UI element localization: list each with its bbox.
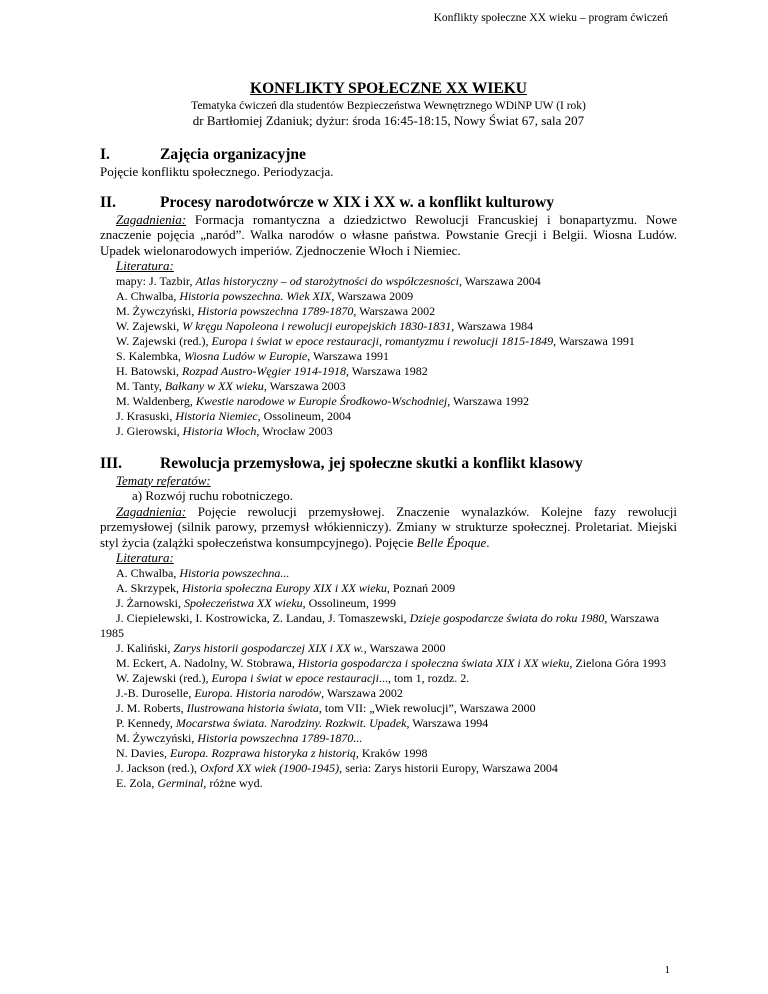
document-title: KONFLIKTY SPOŁECZNE XX WIEKU — [250, 80, 527, 97]
topic-item: a) Rozwój ruchu robotniczego. — [132, 488, 294, 503]
literature-item — [100, 746, 677, 761]
literature-author: J. Gierowski, — [116, 423, 183, 438]
literature-author: N. Davies, — [116, 745, 170, 760]
literature-publication: , Wrocław 2003 — [256, 423, 333, 438]
literature-item — [100, 566, 677, 581]
literature-label: Literatura: — [116, 258, 174, 273]
literature-work-title: W kręgu Napoleona i rewolucji europejskich 1830-1831 — [182, 318, 452, 333]
literature-publication: , Warszawa 1991 — [307, 348, 390, 363]
issues-paragraph — [100, 212, 677, 259]
literature-work-title: Zarys historii gospodarczej XIX i XX w. — [173, 640, 364, 655]
literature-publication: , Warszawa 1985 — [100, 610, 660, 640]
literature-publication: seria: Zarys historii Europy, Warszawa 2004 — [342, 760, 558, 775]
literature-item — [100, 304, 677, 319]
literature-author: W. Zajewski (red.), — [116, 670, 212, 685]
literature-item — [100, 409, 677, 424]
section-title: Procesy narodotwórcze w XIX i XX w. a konflikt kulturowy — [160, 193, 555, 211]
literature-author: J. Jackson (red.), — [116, 760, 200, 775]
literature-publication: , Warszawa 2002 — [321, 685, 403, 700]
literature-publication: , Ossolineum, 1999 — [302, 595, 396, 610]
issues-end: . — [486, 534, 490, 550]
literature-work-title: Europa. Historia narodów — [194, 685, 322, 700]
literature-item — [100, 776, 677, 791]
literature-author: H. Batowski, — [116, 363, 182, 378]
literature-author: J. Kaliński, — [116, 640, 174, 655]
issues-text: Pojęcie rewolucji przemysłowej. Znaczenie wynalazków. Kolejne fazy rewolucji przemysłowej (silnik parowy, przemysł włókienniczy). Zmiany w strukturze społecznej. Proletariat. Miejski styl życia (zalążki społeczeństwa konsumpcyjnego). Pojęcie — [100, 503, 677, 550]
literature-publication: , różne wyd. — [203, 775, 263, 790]
instructor-info: dr Bartłomiej Zdaniuk; dyżur: środa 16:45-18:15, Nowy Świat 67, sala 207 — [192, 113, 585, 128]
literature-author: M. Eckert, A. Nadolny, W. Stobrawa, — [116, 655, 298, 670]
issues-italic-term: Belle Époque — [416, 534, 487, 550]
literature-publication: , Warszawa 1992 — [447, 393, 530, 408]
literature-work-title: Historia powszechna 1789-1870 — [197, 303, 354, 318]
literature-publication: , Warszawa 2009 — [331, 288, 414, 303]
literature-work-title: Germinal — [157, 775, 204, 790]
literature-work-title: Społeczeństwa XX wieku — [184, 595, 303, 610]
issues-text: Formacja romantyczna a dziedzictwo Rewolucji Francuskiej i bonapartyzmu. Nowe znaczenie pojęcia „naród”. Walka narodów o własne państwa. Powstanie Grecji i Belgii. Wiosna Ludów. Upadek wielonarodowych imperiów. Zjednoczenie Włoch i Niemiec. — [100, 211, 677, 258]
literature-item — [100, 656, 677, 671]
literature-publication: , Warszawa 2002 — [353, 303, 436, 318]
literature-author: S. Kalembka, — [116, 348, 184, 363]
literature-author: M. Tanty, — [116, 378, 165, 393]
literature-work-title: Bałkany w XX wieku — [164, 378, 264, 393]
section-3 — [100, 455, 677, 791]
literature-work-title: Historia powszechna. Wiek XIX — [179, 288, 332, 303]
literature-publication: , Kraków 1998 — [355, 745, 428, 760]
literature-work-title: Oxford XX wiek (1900-1945), — [199, 760, 343, 775]
literature-work-title: Historia społeczna Europy XIX i XX wieku — [182, 580, 387, 595]
section-number: III. — [100, 454, 122, 472]
literature-item — [100, 334, 677, 349]
literature-work-title: Europa. Rozprawa historyka z historią — [170, 745, 356, 760]
literature-publication: , Warszawa 1991 — [553, 333, 635, 348]
section-2 — [100, 194, 677, 439]
literature-list — [100, 566, 677, 791]
literature-item — [100, 349, 677, 364]
section-title: Zajęcia organizacyjne — [160, 146, 306, 163]
literature-publication: , Warszawa 2004 — [459, 273, 541, 288]
running-header: Konflikty społeczne XX wieku – program ćwiczeń — [433, 12, 668, 24]
literature-author: J.-B. Duroselle, — [116, 685, 195, 700]
section-number: II. — [100, 193, 116, 211]
literature-item — [100, 319, 677, 334]
literature-author: A. Chwalba, — [116, 288, 180, 303]
literature-publication: , Warszawa 1994 — [406, 715, 489, 730]
section-heading — [100, 146, 677, 164]
literature-publication: , Warszawa 2000 — [363, 640, 446, 655]
document-subtitle: Tematyka ćwiczeń dla studentów Bezpieczeństwa Wewnętrznego WDiNP UW (I rok) — [191, 100, 586, 112]
literature-work-title: Europa i świat w epoce restauracji — [211, 670, 379, 685]
literature-author: A. Skrzypek, — [116, 580, 182, 595]
literature-item — [100, 274, 677, 289]
literature-publication: , Poznań 2009 — [386, 580, 456, 595]
literature-work-title: Dzieje gospodarcze świata do roku 1980 — [409, 610, 605, 625]
literature-item — [100, 701, 677, 716]
literature-item — [100, 716, 677, 731]
literature-author: J. Żarnowski, — [116, 595, 184, 610]
literature-item — [100, 641, 677, 656]
literature-item — [100, 379, 677, 394]
literature-author: P. Kennedy, — [116, 715, 176, 730]
literature-work-title: Europa i świat w epoce restauracji, romantyzmu i rewolucji 1815-1849 — [211, 333, 554, 348]
literature-work-title: Kwestie narodowe w Europie Środkowo-Wschodniej — [195, 393, 448, 408]
literature-author: A. Chwalba, — [116, 565, 180, 580]
section-title: Rewolucja przemysłowa, jej społeczne skutki a konflikt klasowy — [160, 454, 583, 472]
literature-item — [100, 671, 677, 686]
literature-publication: , Ossolineum, 2004 — [257, 408, 352, 423]
literature-author: J. Ciepielewski, I. Kostrowicka, Z. Landau, J. Tomaszewski, — [116, 610, 410, 625]
literature-publication: , Warszawa 1982 — [346, 363, 428, 378]
literature-work-title: Atlas historyczny – od starożytności do współczesności — [195, 273, 459, 288]
literature-author: E. Zola, — [116, 775, 158, 790]
literature-work-title: Wiosna Ludów w Europie — [184, 348, 308, 363]
literature-item — [100, 394, 677, 409]
section-1 — [100, 146, 677, 180]
literature-item — [100, 581, 677, 596]
issues-label: Zagadnienia: — [116, 211, 187, 227]
literature-item — [100, 611, 677, 641]
literature-author: W. Zajewski, — [116, 318, 183, 333]
section-number: I. — [100, 146, 110, 163]
literature-work-title: Historia powszechna... — [179, 565, 290, 580]
literature-item — [100, 686, 677, 701]
literature-work-title: Historia gospodarcza i społeczna świata XIX i XX wieku — [297, 655, 570, 670]
literature-author: J. Krasuski, — [116, 408, 176, 423]
literature-work-title: Historia Włoch — [182, 423, 257, 438]
literature-item — [100, 364, 677, 379]
literature-publication: , tom VII: „Wiek rewolucji”, Warszawa 2000 — [318, 700, 536, 715]
literature-list — [100, 274, 677, 439]
literature-work-title: Ilustrowana historia świata — [186, 700, 319, 715]
literature-item — [100, 761, 677, 776]
literature-author: M. Żywczyński, — [116, 303, 198, 318]
literature-label: Literatura: — [116, 550, 174, 565]
literature-work-title: Historia Niemiec — [175, 408, 258, 423]
literature-item — [100, 596, 677, 611]
literature-publication: , Zielona Góra 1993 — [569, 655, 667, 670]
literature-item — [100, 289, 677, 304]
page-number: 1 — [664, 964, 670, 976]
literature-publication: , Warszawa 2003 — [263, 378, 346, 393]
literature-author: W. Zajewski (red.), — [116, 333, 212, 348]
literature-author: mapy: J. Tazbir, — [116, 273, 196, 288]
literature-publication: , Warszawa 1984 — [451, 318, 534, 333]
literature-author: J. M. Roberts, — [116, 700, 187, 715]
literature-author: M. Żywczyński, — [116, 730, 198, 745]
literature-work-title: Historia powszechna 1789-1870... — [197, 730, 363, 745]
issues-label: Zagadnienia: — [116, 503, 187, 519]
literature-author: M. Waldenberg, — [116, 393, 196, 408]
issues-paragraph — [100, 504, 677, 551]
section-heading — [100, 194, 677, 212]
literature-work-title: Rozpad Austro-Węgier 1914-1918 — [182, 363, 346, 378]
literature-publication: ..., tom 1, rozdz. 2. — [378, 670, 470, 685]
section-heading — [100, 455, 677, 473]
literature-work-title: Mocarstwa świata. Narodziny. Rozkwit. Upadek — [175, 715, 407, 730]
topics-label: Tematy referatów: — [116, 472, 211, 488]
content — [100, 80, 677, 791]
literature-item — [100, 424, 677, 439]
section-text: Pojęcie konfliktu społecznego. Periodyzacja. — [100, 164, 334, 179]
literature-item — [100, 731, 677, 746]
